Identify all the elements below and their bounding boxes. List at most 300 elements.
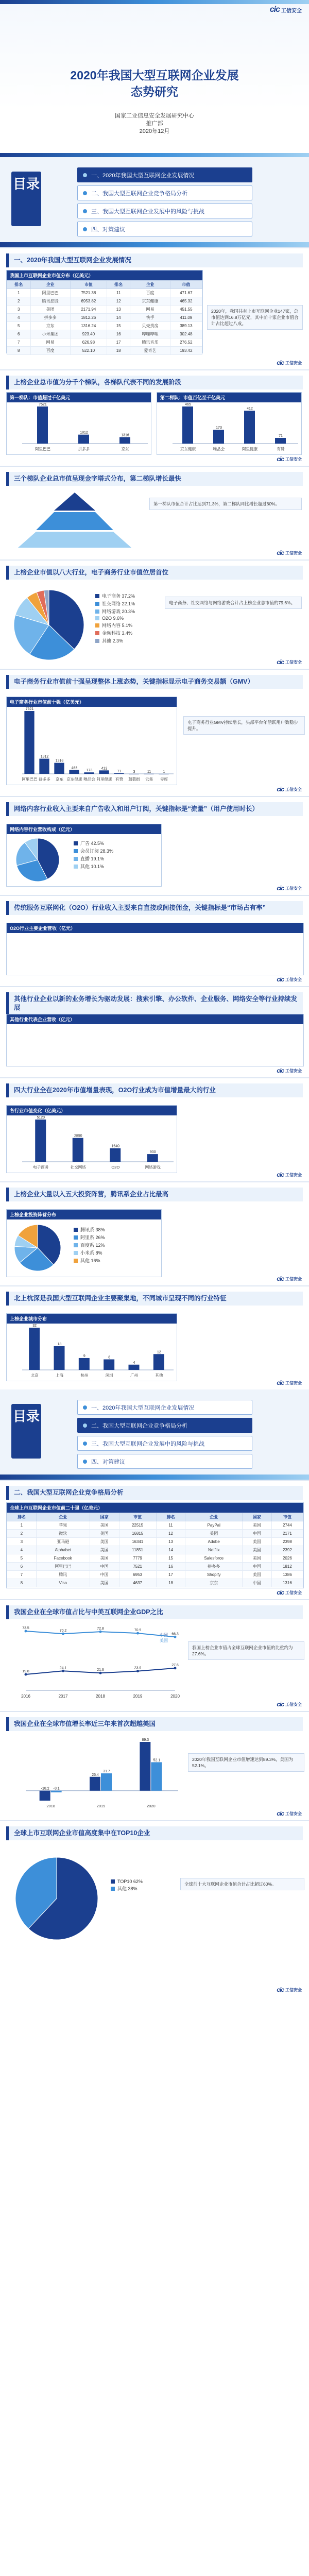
table-cell: 465.32	[170, 297, 202, 306]
table-cell: 美国	[90, 1579, 119, 1587]
x-tick-label: 有赞	[277, 447, 285, 451]
slide-footer-logo: cic 工信安全	[277, 455, 302, 463]
table-cell: Facebook	[36, 1554, 90, 1563]
legend-swatch	[95, 616, 99, 620]
table-cell: 2171.94	[70, 306, 107, 314]
slide-heading: 我国企业在全球市值增长率近三年来首次超越美国	[6, 1717, 303, 1731]
table-cell: 8	[7, 347, 31, 355]
legend-item	[95, 600, 157, 607]
table-row	[7, 289, 202, 297]
legend-label: 网络内容 5.1%	[102, 623, 133, 628]
toc-badge: 目录	[11, 172, 41, 226]
table-cell: 美国	[90, 1538, 119, 1546]
content-revenue-panel: 网络内容行业营收构成（亿元） 广告 42.5% 会员订阅 28.3% 直播 19.1% 其他 10.1%	[6, 824, 162, 887]
table-cell: 193.42	[170, 347, 202, 355]
insight-note: 2020年我国互联网企业市值增速达到89.3%，美国为52.1%。	[188, 1753, 304, 1772]
col-header: 国家	[242, 1513, 271, 1521]
bar-value-label: 7521	[25, 707, 34, 711]
table-cell: 16341	[119, 1538, 156, 1546]
legend-item	[74, 848, 151, 854]
bar	[35, 1120, 46, 1162]
x-tick-label: 京东	[121, 447, 129, 451]
legend-swatch	[95, 631, 99, 635]
table-cell: 11851	[119, 1546, 156, 1554]
table-cell: 17	[156, 1571, 185, 1579]
table-cell: 302.48	[170, 330, 202, 338]
bar-value-label: 173	[86, 769, 93, 773]
x-tick-label: 京东健康	[66, 777, 82, 782]
legend-swatch	[74, 1228, 78, 1232]
point-label: 66.3	[171, 1632, 179, 1636]
table-cell: 小米集团	[30, 330, 70, 338]
table-cell: 2744	[271, 1521, 303, 1530]
table-cell: 阿里巴巴	[36, 1563, 90, 1571]
x-tick-label: 2020	[170, 1694, 180, 1699]
bar	[101, 1773, 112, 1791]
data-point	[25, 1630, 27, 1633]
table-cell: 百度	[130, 289, 170, 297]
legend-item	[95, 622, 157, 629]
insight-note: 第一梯队市值合计占比达到71.3%，第二梯队同比增长超过60%。	[149, 498, 302, 510]
table-cell: 亚马逊	[36, 1538, 90, 1546]
table-cell: 中国	[242, 1530, 271, 1538]
toc-item-1[interactable]: 一、2020年我国大型互联网企业发展情况	[77, 167, 252, 182]
slide-global-ranking	[0, 1480, 309, 1599]
legend-label: 广告 42.5%	[80, 841, 105, 846]
table-cell: 15	[156, 1554, 185, 1563]
table-cell: 11	[107, 289, 130, 297]
table-cell: 14	[107, 314, 130, 322]
col-header: 市值	[170, 281, 202, 289]
bar	[40, 1791, 50, 1801]
table-cell: 2	[7, 1530, 37, 1538]
table-cell: 276.52	[170, 338, 202, 347]
table-cell: 中国	[242, 1579, 271, 1587]
table-cell: 腾讯	[36, 1571, 90, 1579]
slide-footer-logo: cic 工信安全	[277, 1810, 302, 1817]
legend-label: 其他 16%	[80, 1258, 100, 1263]
toc-item-2[interactable]: 二、我国大型互联网企业竞争格局分析	[77, 1418, 252, 1433]
table-cell: 626.98	[70, 338, 107, 347]
table-cell: 471.67	[170, 289, 202, 297]
market-cap-table	[7, 280, 202, 355]
slide-heading: 北上杭深是我国大型互联网企业主要聚集地，不同城市呈现不同的行业特征	[6, 1292, 303, 1306]
bar-value-label: 52.1	[153, 1758, 161, 1762]
legend-item	[74, 1234, 151, 1241]
bullet-icon	[83, 209, 87, 213]
ecommerce-bar-panel: 电子商务行业市值前十强（亿美元） 7521 阿里巴巴 1812 拼多多 1316 京东 465 京东健康 173 唯品会 412 阿里健康 71 有赞 3 蘑菇街 11 云集 1 寺库	[6, 697, 177, 785]
table-cell: 美国	[242, 1546, 271, 1554]
table-cell: 17	[107, 338, 130, 347]
insight-note: 电子商务行业GMV持续增长，头部平台年活跃用户数稳步提升。	[183, 716, 305, 735]
slide-heading: 传统服务互联网化（O2O）行业收入主要来自直接或间接佣金，关键指标是“市场占有率”	[6, 901, 303, 915]
table-cell: 2398	[271, 1538, 303, 1546]
legend-item	[95, 592, 157, 599]
bar	[110, 1148, 121, 1162]
legend-item	[74, 1242, 151, 1248]
insight-note: 全球前十大互联网企业市值合计占比超过60%。	[180, 1878, 304, 1890]
legend-item	[95, 616, 157, 621]
point-label: 70.2	[59, 1629, 67, 1633]
table-row	[7, 330, 202, 338]
cover-dept: 推广部	[146, 121, 163, 127]
table-cell: 8	[7, 1579, 37, 1587]
x-tick-label: 2019	[133, 1694, 143, 1699]
bullet-icon	[83, 227, 87, 231]
point-label: 73.5	[22, 1626, 29, 1630]
bar	[104, 1360, 114, 1370]
slide-footer-logo: cic 工信安全	[277, 658, 302, 666]
cover-slide	[0, 0, 309, 157]
x-tick-label: 2020	[146, 1804, 156, 1808]
x-tick-label: 社交网络	[70, 1165, 86, 1170]
table-cell: 5	[7, 1554, 37, 1563]
table-row	[7, 314, 202, 322]
legend-label: 直播 19.1%	[80, 856, 105, 861]
legend-swatch	[74, 865, 78, 869]
x-tick-label: 京东健康	[180, 447, 196, 451]
x-tick-label: 杭州	[80, 1373, 89, 1378]
slide-cities	[0, 1285, 309, 1389]
legend-swatch	[95, 609, 99, 614]
table-cell: 7	[7, 1571, 37, 1579]
bar-value-label: 7521	[39, 403, 47, 406]
bar-value-label: 1	[163, 770, 165, 774]
slide-heading: 网络内容行业收入主要来自广告收入和用户订阅，关键指标是“流量”（用户使用时长）	[6, 802, 303, 816]
col-header: 市值	[119, 1513, 156, 1521]
table-cell: 腾讯音乐	[130, 338, 170, 347]
slide-other-industries	[0, 986, 309, 1077]
bar-value-label: 3	[133, 770, 135, 774]
bar	[24, 711, 34, 774]
legend-swatch	[95, 623, 99, 628]
table-cell: 6953.82	[70, 297, 107, 306]
bar-value-label: 2890	[74, 1134, 82, 1138]
insight-note: 2020年，我国共有上市互联网企业147家，总市值达到16.8万亿元，其中前十家企业市值合计占比超过八成。	[207, 305, 303, 330]
data-point	[62, 1670, 64, 1672]
toc-badge: 目录	[11, 1404, 41, 1459]
bar	[151, 1762, 162, 1790]
legend-label: 小米系 8%	[80, 1250, 102, 1256]
slide-concentration	[0, 1820, 309, 1996]
slide-pyramid	[0, 466, 309, 560]
bullet-icon	[83, 191, 87, 195]
slide-investment	[0, 1181, 309, 1285]
legend-item	[95, 630, 157, 636]
table-cell: 6	[7, 1563, 37, 1571]
table-cell: 2026	[271, 1554, 303, 1563]
table-row	[7, 1579, 303, 1587]
col-header: 企业	[130, 281, 170, 289]
bar	[51, 1791, 62, 1792]
bar	[114, 773, 124, 774]
legend-label: 腾讯系 38%	[80, 1227, 105, 1232]
tier-one-bars	[7, 402, 150, 453]
x-tick-label: 唯品会	[213, 447, 225, 451]
bar	[69, 770, 79, 774]
legend-swatch	[74, 857, 78, 861]
concentration-pie	[10, 1852, 103, 1945]
toc-list	[77, 167, 252, 240]
bar	[84, 772, 94, 774]
legend-label: 会员订阅 28.3%	[80, 849, 114, 854]
insight-note: 电子商务、社交网络与网络游戏合计占上榜企业总市值的79.6%。	[165, 597, 302, 609]
x-tick-label: 上海	[56, 1373, 63, 1378]
slide-growth	[0, 1711, 309, 1820]
bullet-icon	[83, 1423, 87, 1428]
bar	[275, 438, 286, 444]
bar	[73, 1138, 83, 1162]
series-legend-label: 美国	[160, 1638, 168, 1643]
slide-industry-change	[0, 1077, 309, 1181]
industry-change-panel: 各行业市值变化（亿美元） 5120 电子商务 2890 社交网络 1640 O2O 930 网络游戏	[6, 1105, 177, 1173]
city-bars	[7, 1324, 176, 1379]
x-tick-label: 寺库	[160, 777, 168, 782]
ecommerce-bar-chart	[7, 707, 176, 783]
content-pie-legend	[74, 839, 151, 871]
slide-share	[0, 1599, 309, 1711]
table-row	[7, 297, 202, 306]
table-cell: 18	[156, 1579, 185, 1587]
slide-heading: 上榜企业市值以八大行业，电子商务行业市值位居首位	[6, 566, 303, 580]
x-tick-label: 广州	[130, 1373, 138, 1378]
x-tick-label: 拼多多	[78, 447, 90, 451]
bar	[244, 411, 255, 444]
legend-item	[74, 1249, 151, 1256]
col-header: 国家	[90, 1513, 119, 1521]
x-tick-label: 京东	[56, 777, 63, 782]
bar	[147, 1154, 158, 1162]
tier-two-panel: 第二梯队：市值百亿至千亿美元 465 京东健康 173 唯品会 412 阿里健康 71 有赞	[157, 392, 302, 455]
series-legend-label: 中国	[160, 1633, 168, 1637]
city-panel: 上榜企业城市分布 32 北京 18 上海 9 杭州 8 深圳 4 广州 12 其他	[6, 1313, 177, 1381]
slide-content	[0, 796, 309, 895]
x-tick-label: 云集	[145, 777, 153, 782]
table-cell: 阿里巴巴	[30, 289, 70, 297]
data-point	[136, 1632, 139, 1635]
table-cell: 美国	[90, 1546, 119, 1554]
investment-pie-legend	[74, 1225, 151, 1265]
bar-value-label: 465	[71, 766, 78, 770]
table-cell: Salesforce	[185, 1554, 243, 1563]
x-tick-label: 深圳	[105, 1373, 113, 1378]
table-cell: Visa	[36, 1579, 90, 1587]
table-cell: 522.10	[70, 347, 107, 355]
table-cell: 11	[156, 1521, 185, 1530]
table-cell: 2392	[271, 1546, 303, 1554]
bullet-icon	[83, 1460, 87, 1464]
legend-swatch	[74, 1235, 78, 1240]
point-label: 19.8	[22, 1670, 29, 1674]
legend-swatch	[111, 1879, 115, 1884]
table-cell: 网易	[30, 338, 70, 347]
share-line-chart	[10, 1626, 180, 1701]
table-cell: 7	[7, 338, 31, 347]
industry-change-bars	[7, 1115, 176, 1171]
bar	[78, 435, 89, 444]
table-cell: 18	[107, 347, 130, 355]
bar	[37, 406, 48, 444]
table-cell: 中国	[242, 1563, 271, 1571]
slide-heading: 二、我国大型互联网企业竞争格局分析	[6, 1486, 303, 1500]
slide-o2o	[0, 895, 309, 986]
table-cell: 1812.26	[70, 314, 107, 322]
x-tick-label: 2016	[21, 1694, 30, 1699]
table-cell: 14	[156, 1546, 185, 1554]
bar-value-label: 173	[216, 426, 222, 430]
slide-heading: 其他行业企业以新的业务增长为驱动发展：搜索引擎、办公软件、企业服务、网络安全等行业持续发展	[6, 992, 303, 1015]
cover-title	[0, 67, 309, 100]
bar	[39, 759, 49, 774]
bar-value-label: 465	[185, 403, 191, 406]
cover-bottom-stripe	[0, 153, 309, 157]
legend-label: 电子商务 37.2%	[102, 594, 135, 599]
table-row	[7, 1521, 303, 1530]
bar	[129, 1365, 140, 1370]
bar-value-label: 31.7	[103, 1770, 110, 1774]
toc-item-4[interactable]: 四、对策建议	[77, 1454, 252, 1469]
point-label: 27.6	[171, 1663, 179, 1667]
slide-heading: 上榜企业大量以入五大投资阵营，腾讯系企业占比最高	[6, 1188, 303, 1201]
x-tick-label: 其他	[155, 1373, 163, 1378]
table-cell: 4	[7, 314, 31, 322]
table-cell: 411.09	[170, 314, 202, 322]
global-ranking-panel: 全球上市互联网企业市值前二十强（亿美元） 排名 企业 国家 市值 排名 企业 国家 市值 1 苹果 美国 22515 11 PayPal 美国 2744 2 微软 美国 16815 12 美团 中国 2171 3 亚马逊 美国 16341 13 Adobe 美国 2398 4 Alphabet 美国 11851 14 Netflix 美国 2392 5 Facebook 美国 7779 15 Salesforce 美国 2026 6 阿里巴巴 中国 7521 16 拼多多 中国 1812 7 腾讯 中国 6953 17 Shopify 美国 1386 8 Visa 美国 4637 18 京东 中国 1316	[6, 1502, 304, 1588]
slide-heading: 上榜企业总市值为分千个梯队，各梯队代表不同的发展阶段	[6, 376, 303, 389]
slide-footer-logo: cic 工信安全	[277, 1701, 302, 1708]
bar-value-label: 9	[83, 1354, 85, 1358]
cover-org: 国家工业信息安全发展研究中心	[115, 113, 194, 119]
bar	[99, 770, 109, 774]
legend-label: 网络游戏 20.3%	[102, 609, 135, 614]
bar-value-label: 8	[108, 1355, 111, 1360]
legend-label: 百度系 12%	[80, 1243, 105, 1248]
cover-meta	[0, 112, 309, 135]
legend-label: 其他 38%	[117, 1886, 138, 1891]
table-cell: 15	[107, 322, 130, 330]
table-cell: 1316	[271, 1579, 303, 1587]
legend-label: O2O 9.6%	[102, 616, 124, 621]
legend-label: 其他 2.3%	[102, 638, 124, 643]
bar	[153, 1354, 164, 1370]
slide-footer-logo: cic 工信安全	[277, 786, 302, 793]
slide-footer-logo: cic 工信安全	[277, 549, 302, 556]
investment-panel: 上榜企业投资阵营分布 腾讯系 38% 阿里系 26% 百度系 12% 小米系 8% 其他 16%	[6, 1209, 162, 1277]
toc-item-3[interactable]: 三、我国大型互联网企业发展中的风险与挑战	[77, 1436, 252, 1451]
bar-value-label: 71	[279, 434, 283, 438]
toc-item-2[interactable]: 二、我国大型互联网企业竞争格局分析	[77, 185, 252, 200]
table-cell: 451.55	[170, 306, 202, 314]
toc-item-3[interactable]: 三、我国大型互联网企业发展中的风险与挑战	[77, 204, 252, 218]
x-tick-label: 2018	[46, 1804, 56, 1808]
legend-swatch	[111, 1887, 115, 1891]
market-cap-table-panel	[6, 270, 203, 353]
slide-footer-logo: cic 工信安全	[277, 359, 302, 366]
legend-swatch	[95, 602, 99, 606]
x-tick-label: 2017	[58, 1694, 68, 1699]
point-label: 24.1	[59, 1666, 67, 1670]
table-row	[7, 1530, 303, 1538]
legend-swatch	[74, 849, 78, 853]
col-header: 排名	[7, 1513, 37, 1521]
table-cell: 苹果	[36, 1521, 90, 1530]
legend-item	[74, 1257, 151, 1264]
col-header: 排名	[107, 281, 130, 289]
x-tick-label: 电子商务	[33, 1165, 49, 1170]
x-tick-label: 2018	[96, 1694, 105, 1699]
bar	[182, 406, 193, 444]
bar	[29, 1328, 40, 1370]
legend-item	[111, 1885, 173, 1892]
concentration-legend	[111, 1878, 173, 1893]
legend-swatch	[74, 1243, 78, 1247]
table-cell: 美国	[242, 1538, 271, 1546]
insight-note: 我国上榜企业市值占全球互联网企业市值的比重约为27.6%。	[188, 1641, 304, 1660]
table-cell: 6953	[119, 1571, 156, 1579]
table-cell: 美国	[242, 1554, 271, 1563]
bullet-icon	[83, 1405, 87, 1410]
slide-footer-logo: cic 工信安全	[277, 1589, 302, 1596]
toc-item-4[interactable]: 四、对策建议	[77, 222, 252, 236]
col-header: 市值	[70, 281, 107, 289]
slide-heading: 我国企业在全球市值占比与中美互联网企业GDP之比	[6, 1605, 303, 1619]
legend-swatch	[74, 1259, 78, 1263]
table-cell: 3	[7, 306, 31, 314]
legend-item	[111, 1879, 173, 1884]
x-tick-label: 阿里健康	[96, 777, 112, 782]
cover-title-line1: 2020年我国大型互联网企业发展	[70, 69, 239, 82]
data-point	[99, 1672, 102, 1674]
bar-value-label: 1640	[111, 1144, 120, 1148]
x-tick-label: 蘑菇街	[128, 777, 140, 782]
slide-footer-logo: cic 工信安全	[277, 976, 302, 983]
table-cell: 12	[156, 1530, 185, 1538]
bar-value-label: 412	[101, 767, 108, 771]
col-header: 排名	[156, 1513, 185, 1521]
table-cell: 923.40	[70, 330, 107, 338]
table-cell: 快手	[130, 314, 170, 322]
table-cell: Shopify	[185, 1571, 243, 1579]
table-cell: 1316.24	[70, 322, 107, 330]
toc-foot-stripe	[0, 242, 309, 247]
toc-item-1[interactable]: 一、2020年我国大型互联网企业发展情况	[77, 1400, 252, 1415]
slide-footer-logo: cic 工信安全	[277, 1379, 302, 1386]
tier-two-bars	[157, 402, 300, 453]
cover-top-stripe	[0, 0, 309, 4]
logo-text: 工信安全	[281, 8, 302, 14]
table-cell: 京东健康	[130, 297, 170, 306]
table-cell: 美国	[90, 1554, 119, 1563]
data-point	[99, 1631, 102, 1633]
table-cell: 中国	[90, 1563, 119, 1571]
legend-label: 阿里系 26%	[80, 1235, 105, 1240]
table-cell: 16815	[119, 1530, 156, 1538]
panel-title: 我国上市互联网企业市值分布（亿美元）	[7, 270, 202, 280]
table-cell: 4637	[119, 1579, 156, 1587]
data-point	[174, 1667, 177, 1669]
pyramid-tier-2	[36, 512, 113, 530]
legend-item	[74, 840, 151, 846]
table-cell: 1	[7, 289, 31, 297]
slide-heading: 一、2020年我国大型互联网企业发展情况	[6, 253, 303, 267]
legend-swatch	[74, 1251, 78, 1255]
slide-heading: 三个梯队企业总市值呈现金字塔式分布，第二梯队增长最快	[6, 472, 303, 486]
table-cell: 1386	[271, 1571, 303, 1579]
cover-title-line2: 态势研究	[131, 85, 178, 98]
table-cell: 哔哩哔哩	[130, 330, 170, 338]
table-cell: 京东	[185, 1579, 243, 1587]
bar	[79, 1358, 90, 1370]
